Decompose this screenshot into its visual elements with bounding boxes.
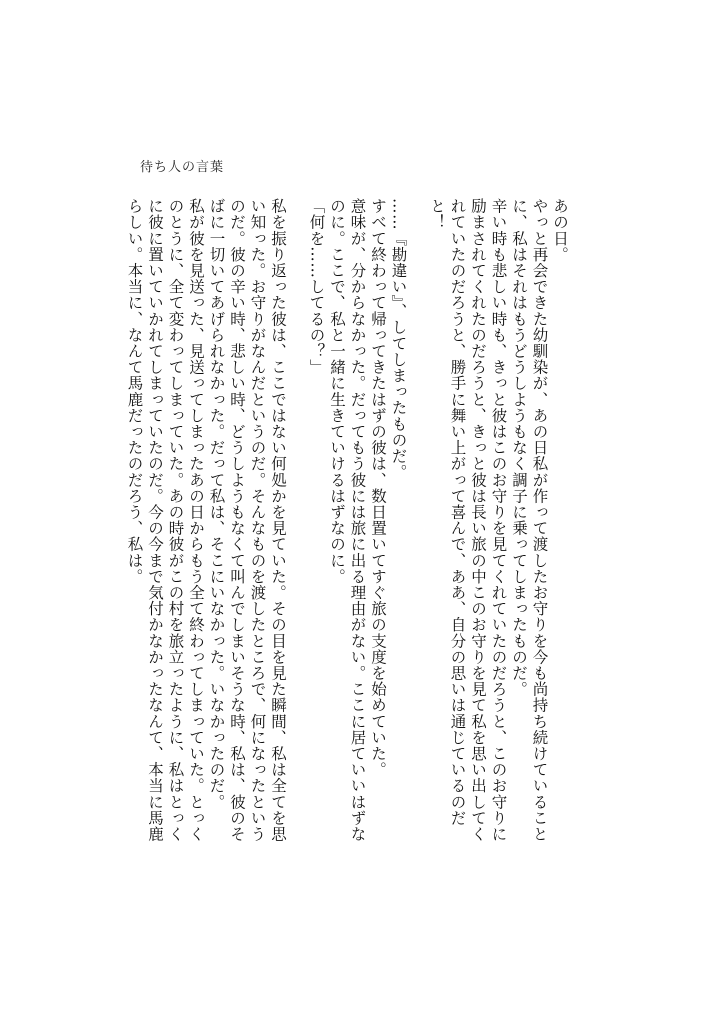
paragraph-6: 意味が、分からなかった。だってもう彼には旅に出る理由がない。ここに居ていいはずなのに。ここで、私と一緒に生きていけるはずなのに。 [328,198,367,842]
paragraph-2: やっと再会できた幼馴染が、あの日私が作って渡したお守りを今も尚持ち続けていることに、私はそれはもうどうしようもなく調子に乗ってしまったものだ。 [510,198,549,842]
paragraph-1: あの日。 [551,198,569,263]
paragraph-8: 私を振り返った彼は、ここではない何処かを見ていた。その目を見た瞬間、私は全てを思い知った。お守りがなんだというのだ。そんなものを渡したところで、何になったというのだ。彼の辛い時、悲しい時、どうしようもなくて叫んでしまいそうな時、私は、彼のそばに一切いてあげられなかった。だって私は、そこにいなかった。いなかったのだ。 [207,198,287,842]
vertical-text-body [125,198,570,848]
paragraph-7: 「何を……してるの？」 [307,198,326,376]
paragraph-9: 私が彼を見送った、見送ってしまったあの日からもう全て終わってしまっていた。とっくのとうに、全て変わってしまっていた。あの時彼がこの村を旅立ったように、私はとっくに彼に置いていかれてしまっていたのだ。今の今まで気付かなかったなんて、本当に馬鹿らしい。本当に、なんて馬鹿だったのだろう、私は。 [125,198,205,842]
running-title: 待ち人の言葉 [140,160,225,175]
paragraph-3: 辛い時も悲しい時も、きっと彼はこのお守りを見てくれていたのだろうと、このお守りに励まされてくれたのだろうと、きっと彼は長い旅の中このお守りを見て私を思い出してくれていたのだろうと、勝手に舞い上がって喜んで、ああ、自分の思いは通じているのだと！ [428,198,508,842]
paragraph-5: すべて終わって帰ってきたはずの彼は、数日置いてすぐ旅の支度を始めていた。 [369,198,387,778]
paragraph-4: ……『勘違い』、してしまったものだ。 [389,198,408,481]
